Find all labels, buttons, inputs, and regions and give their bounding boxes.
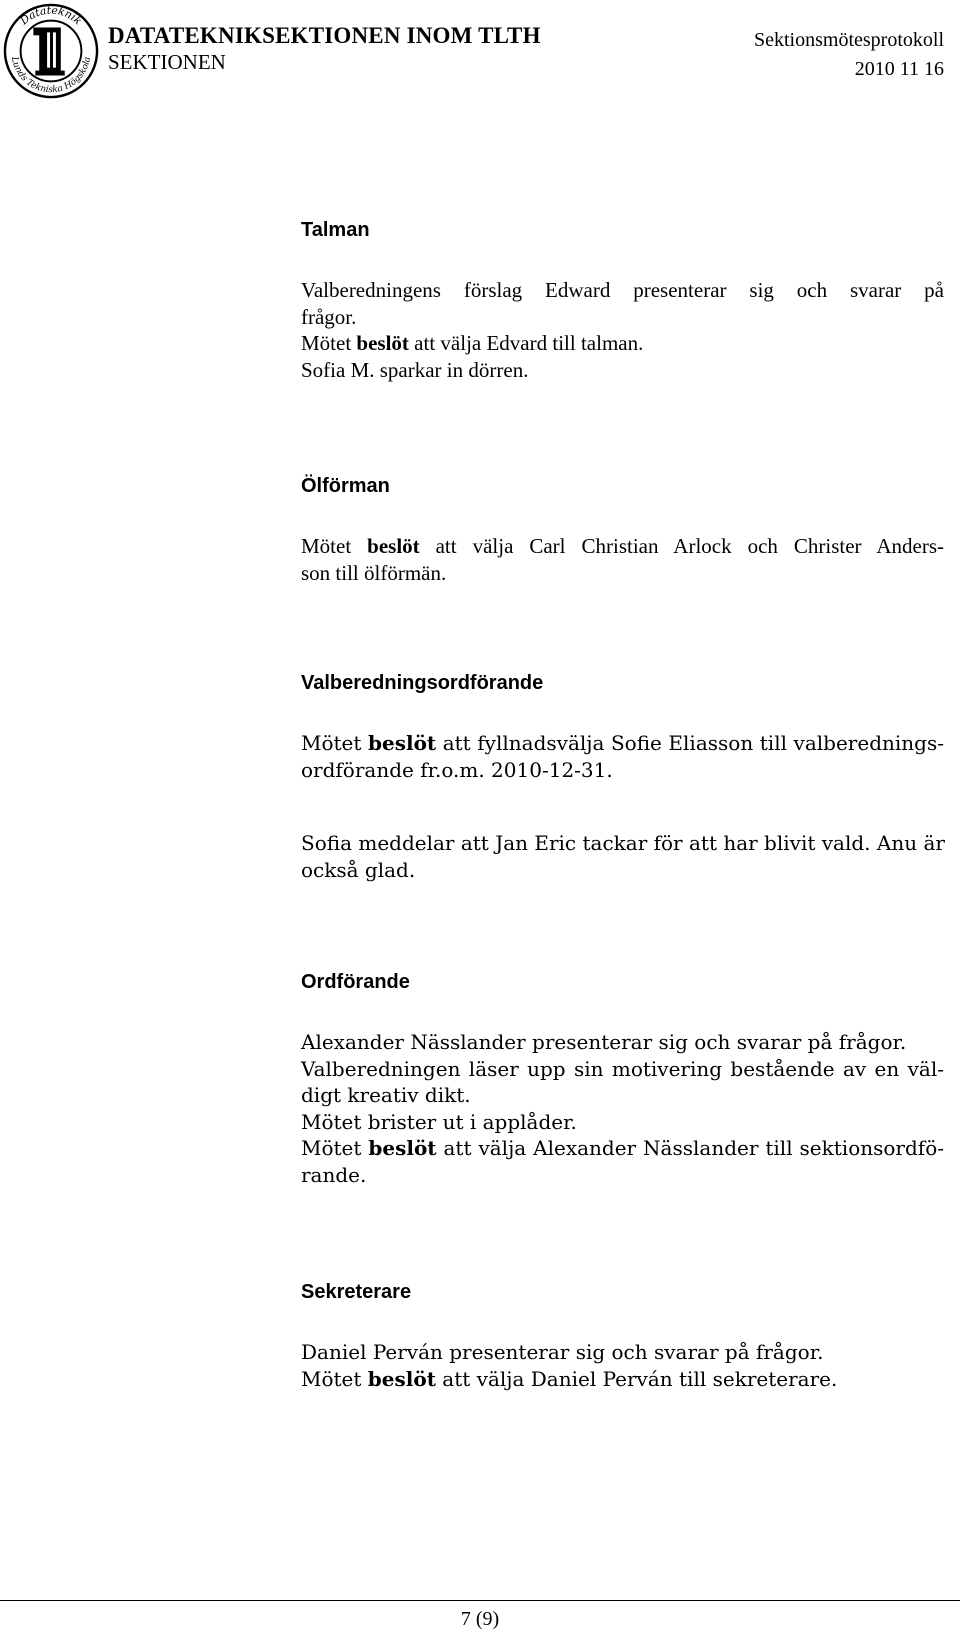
text-line: Mötet beslöt att välja Carl Christian Arlock och Christer Anders- [301, 534, 944, 558]
heading-valberedningsordforande: Valberedningsordförande [301, 672, 544, 694]
text-line: Valberedningen läser upp sin motivering bestående av en väl- [301, 1056, 944, 1081]
text-line: Mötet beslöt att välja Alexander Nässlander till sektionsordfö- [301, 1136, 944, 1160]
text-line: ordförande fr.o.m. 2010-12-31. [301, 757, 613, 782]
text-line: Mötet beslöt att välja Edvard till talman. [301, 331, 644, 355]
text-line: frågor. [301, 304, 357, 329]
bold-keyword: beslöt [368, 1136, 437, 1160]
text-line: digt kreativ dikt. [301, 1083, 471, 1107]
paragraph-valberedning-note [301, 830, 944, 883]
heading-olforman: Ölförman [301, 475, 390, 497]
text-line: Mötet beslöt att välja Daniel Perván till sekreterare. [301, 1366, 838, 1391]
paragraph-sekreterare [301, 1339, 944, 1392]
paragraph-talman [301, 277, 944, 383]
paragraph-valberedning-decision [301, 730, 944, 783]
text-line: Sofia meddelar att Jan Eric tackar för att har blivit vald. Anu är [301, 831, 945, 855]
svg-text:Datateknik: Datateknik [17, 3, 85, 28]
text-line: Sofia M. sparkar in dörren. [301, 357, 529, 382]
paragraph-ordforande [301, 1029, 944, 1188]
footer-rule [0, 1600, 960, 1601]
text-line: Alexander Nässlander presenterar sig och svarar på frågor. [301, 1030, 907, 1054]
text-line: Mötet brister ut i applåder. [301, 1109, 577, 1134]
heading-ordforande: Ordförande [301, 971, 410, 993]
text-line: också glad. [301, 857, 416, 882]
bold-keyword: beslöt [356, 331, 409, 355]
page-number: 7 (9) [460, 1608, 500, 1630]
org-title: DATATEKNIKSEKTIONEN INOM TLTH [108, 23, 541, 48]
document-type: Sektionsmötesprotokoll [754, 29, 944, 51]
text-line: Mötet beslöt att fyllnadsvälja Sofie Eliasson till valberednings- [301, 731, 944, 755]
bold-keyword: beslöt [368, 731, 437, 755]
org-subtitle: SEKTIONEN [108, 50, 226, 74]
heading-talman: Talman [301, 219, 370, 241]
section-logo-seal [2, 2, 100, 100]
document-date: 2010 11 16 [854, 58, 944, 80]
text-line: Valberedningens förslag Edward presenterar sig och svarar på [301, 278, 944, 302]
bold-keyword: beslöt [367, 1366, 436, 1391]
bold-keyword: beslöt [367, 534, 420, 558]
paragraph-olforman [301, 533, 944, 586]
text-line: rande. [301, 1162, 367, 1187]
heading-sekreterare: Sekreterare [301, 1281, 412, 1303]
svg-text:Lunds Tekniska Högskola: Lunds Tekniska Högskola [8, 55, 94, 96]
text-line: son till ölförmän. [301, 560, 447, 585]
text-line: Daniel Perván presenterar sig och svarar på frågor. [301, 1340, 824, 1364]
